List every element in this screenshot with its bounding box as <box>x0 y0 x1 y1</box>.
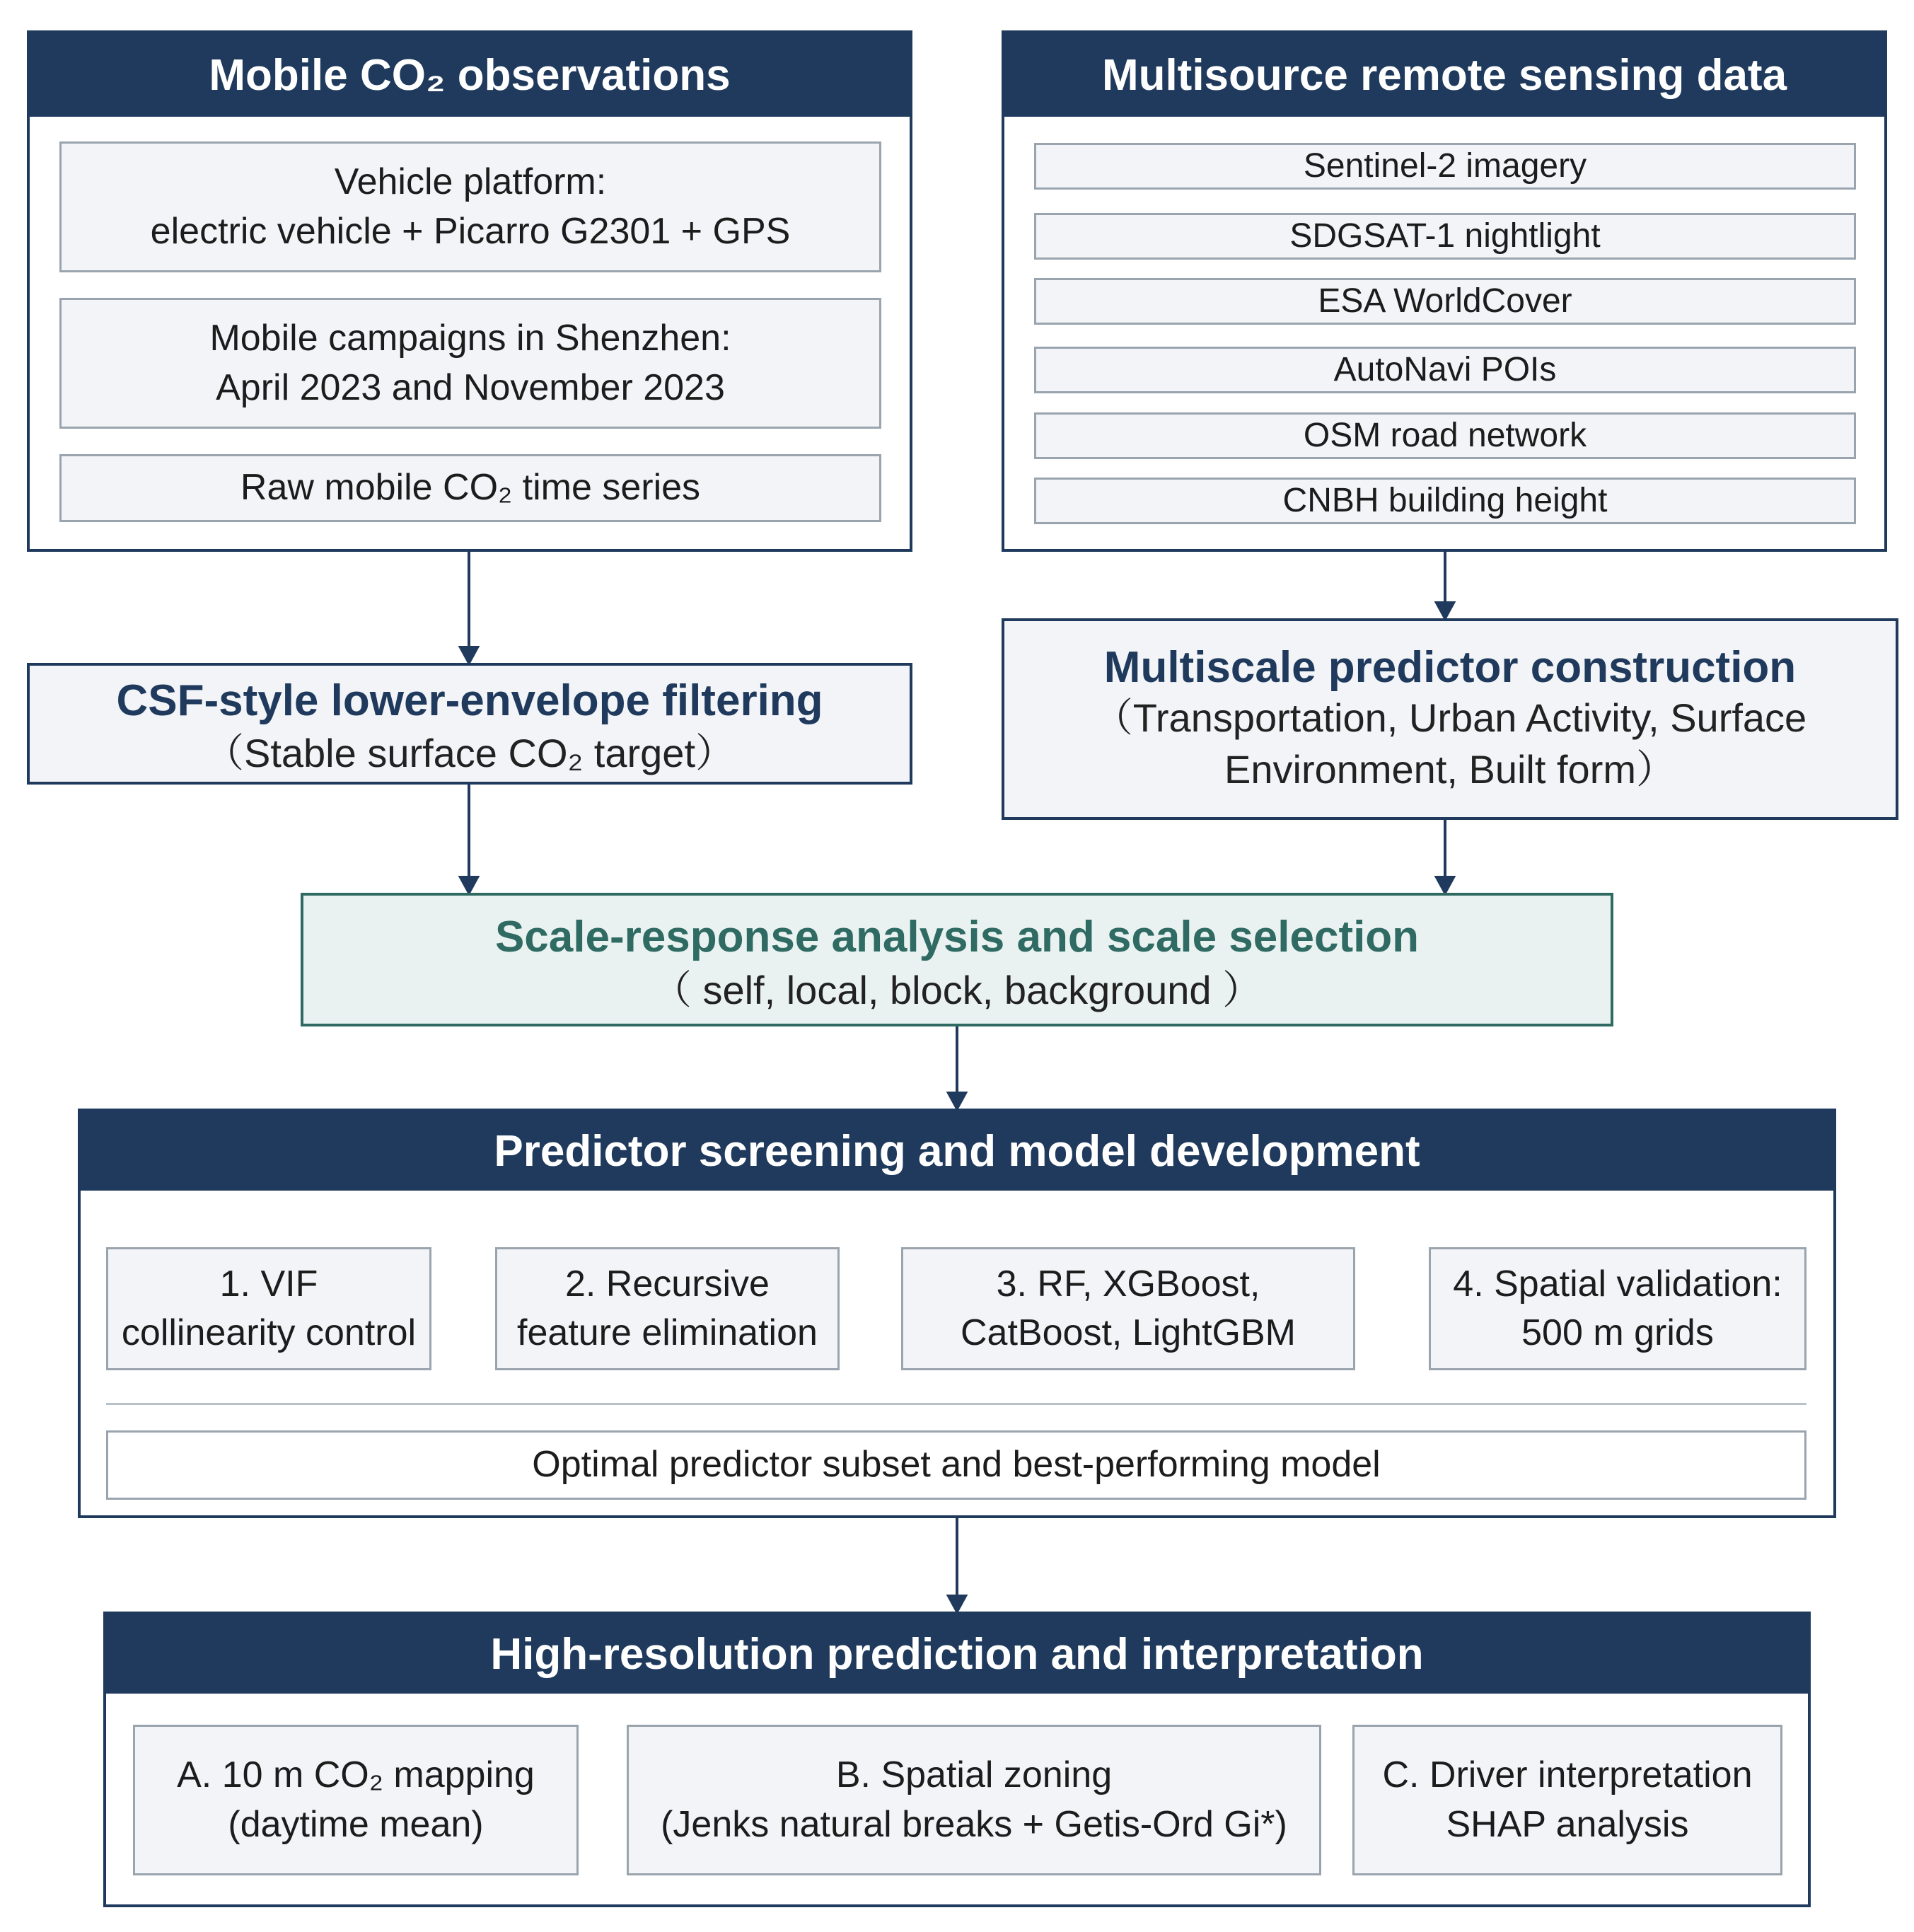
screening-header <box>81 1111 1833 1191</box>
mobile-campaigns-box <box>59 298 881 429</box>
multiscale-subtitle-line2: Environment, Built form） <box>1224 747 1676 792</box>
spatial-zoning-text: B. Spatial zoning (Jenks natural breaks + Getis-Ord Gi*) <box>661 1754 1287 1845</box>
mobile-campaigns-text: Mobile campaigns in Shenzhen: April 2023 and November 2023 <box>209 318 731 408</box>
rs-item-cnbh <box>1034 478 1856 524</box>
mobile-observations-panel <box>27 30 912 552</box>
scale-response-subtitle: （ self, local, block, background ） <box>651 968 1263 1013</box>
optimal-subset-text: Optimal predictor subset and best-performing model <box>532 1444 1381 1486</box>
raw-time-series-text: Raw mobile CO₂ time series <box>240 467 701 509</box>
spatial-zoning-box <box>627 1725 1321 1875</box>
step-vif-text: 1. VIF collinearity control <box>121 1263 417 1353</box>
remote-sensing-panel <box>1002 30 1887 552</box>
rs-item-label: ESA WorldCover <box>1318 282 1572 320</box>
vehicle-platform-text: Vehicle platform: electric vehicle + Picarro G2301 + GPS <box>150 161 791 252</box>
csf-filtering-box <box>27 663 912 785</box>
rs-item-label: AutoNavi POIs <box>1333 351 1557 389</box>
step-models-box <box>901 1247 1355 1370</box>
rs-item-sentinel2 <box>1034 143 1856 190</box>
scale-response-title: Scale-response analysis and scale selection <box>494 913 1420 961</box>
step-validation-box <box>1429 1247 1806 1370</box>
rs-item-sdgsat1 <box>1034 213 1856 260</box>
screening-panel <box>78 1109 1836 1518</box>
rs-item-worldcover <box>1034 278 1856 325</box>
driver-interpretation-text: C. Driver interpretation SHAP analysis <box>1382 1754 1753 1845</box>
rs-item-label: SDGSAT-1 nightlight <box>1289 217 1601 255</box>
multiscale-subtitle-line1: （Transportation, Urban Activity, Surface <box>1093 695 1807 741</box>
step-models-text: 3. RF, XGBoost, CatBoost, LightGBM <box>961 1263 1296 1353</box>
co2-mapping-text: A. 10 m CO₂ mapping (daytime mean) <box>177 1754 535 1845</box>
rs-item-label: CNBH building height <box>1282 482 1608 520</box>
co2-mapping-box <box>133 1725 579 1875</box>
prediction-title: High-resolution prediction and interpretation <box>490 1629 1424 1679</box>
step-vif-box <box>106 1247 431 1370</box>
prediction-header <box>106 1614 1808 1694</box>
remote-sensing-header <box>1004 33 1884 117</box>
rs-item-label: OSM road network <box>1303 417 1587 455</box>
prediction-panel <box>103 1612 1811 1907</box>
rs-item-label: Sentinel-2 imagery <box>1303 147 1587 185</box>
step-validation-text: 4. Spatial validation: 500 m grids <box>1453 1263 1782 1353</box>
screening-divider <box>106 1403 1806 1405</box>
step-rfe-text: 2. Recursive feature elimination <box>517 1263 818 1353</box>
multiscale-predictor-box <box>1002 618 1898 820</box>
driver-interpretation-box <box>1352 1725 1782 1875</box>
raw-time-series-box <box>59 454 881 522</box>
vehicle-platform-box <box>59 141 881 272</box>
multiscale-title: Multiscale predictor construction <box>1103 643 1797 692</box>
step-rfe-box <box>495 1247 840 1370</box>
mobile-observations-title: Mobile CO₂ observations <box>209 50 731 100</box>
optimal-subset-box <box>106 1430 1806 1500</box>
rs-item-autonavi <box>1034 347 1856 393</box>
mobile-observations-header <box>30 33 910 117</box>
scale-response-box <box>301 893 1613 1026</box>
remote-sensing-title: Multisource remote sensing data <box>1101 50 1787 100</box>
screening-title: Predictor screening and model development <box>494 1126 1420 1176</box>
csf-filtering-title: CSF-style lower-envelope filtering <box>116 676 823 725</box>
rs-item-osm <box>1034 412 1856 459</box>
csf-filtering-subtitle: （Stable surface CO₂ target） <box>204 731 736 776</box>
